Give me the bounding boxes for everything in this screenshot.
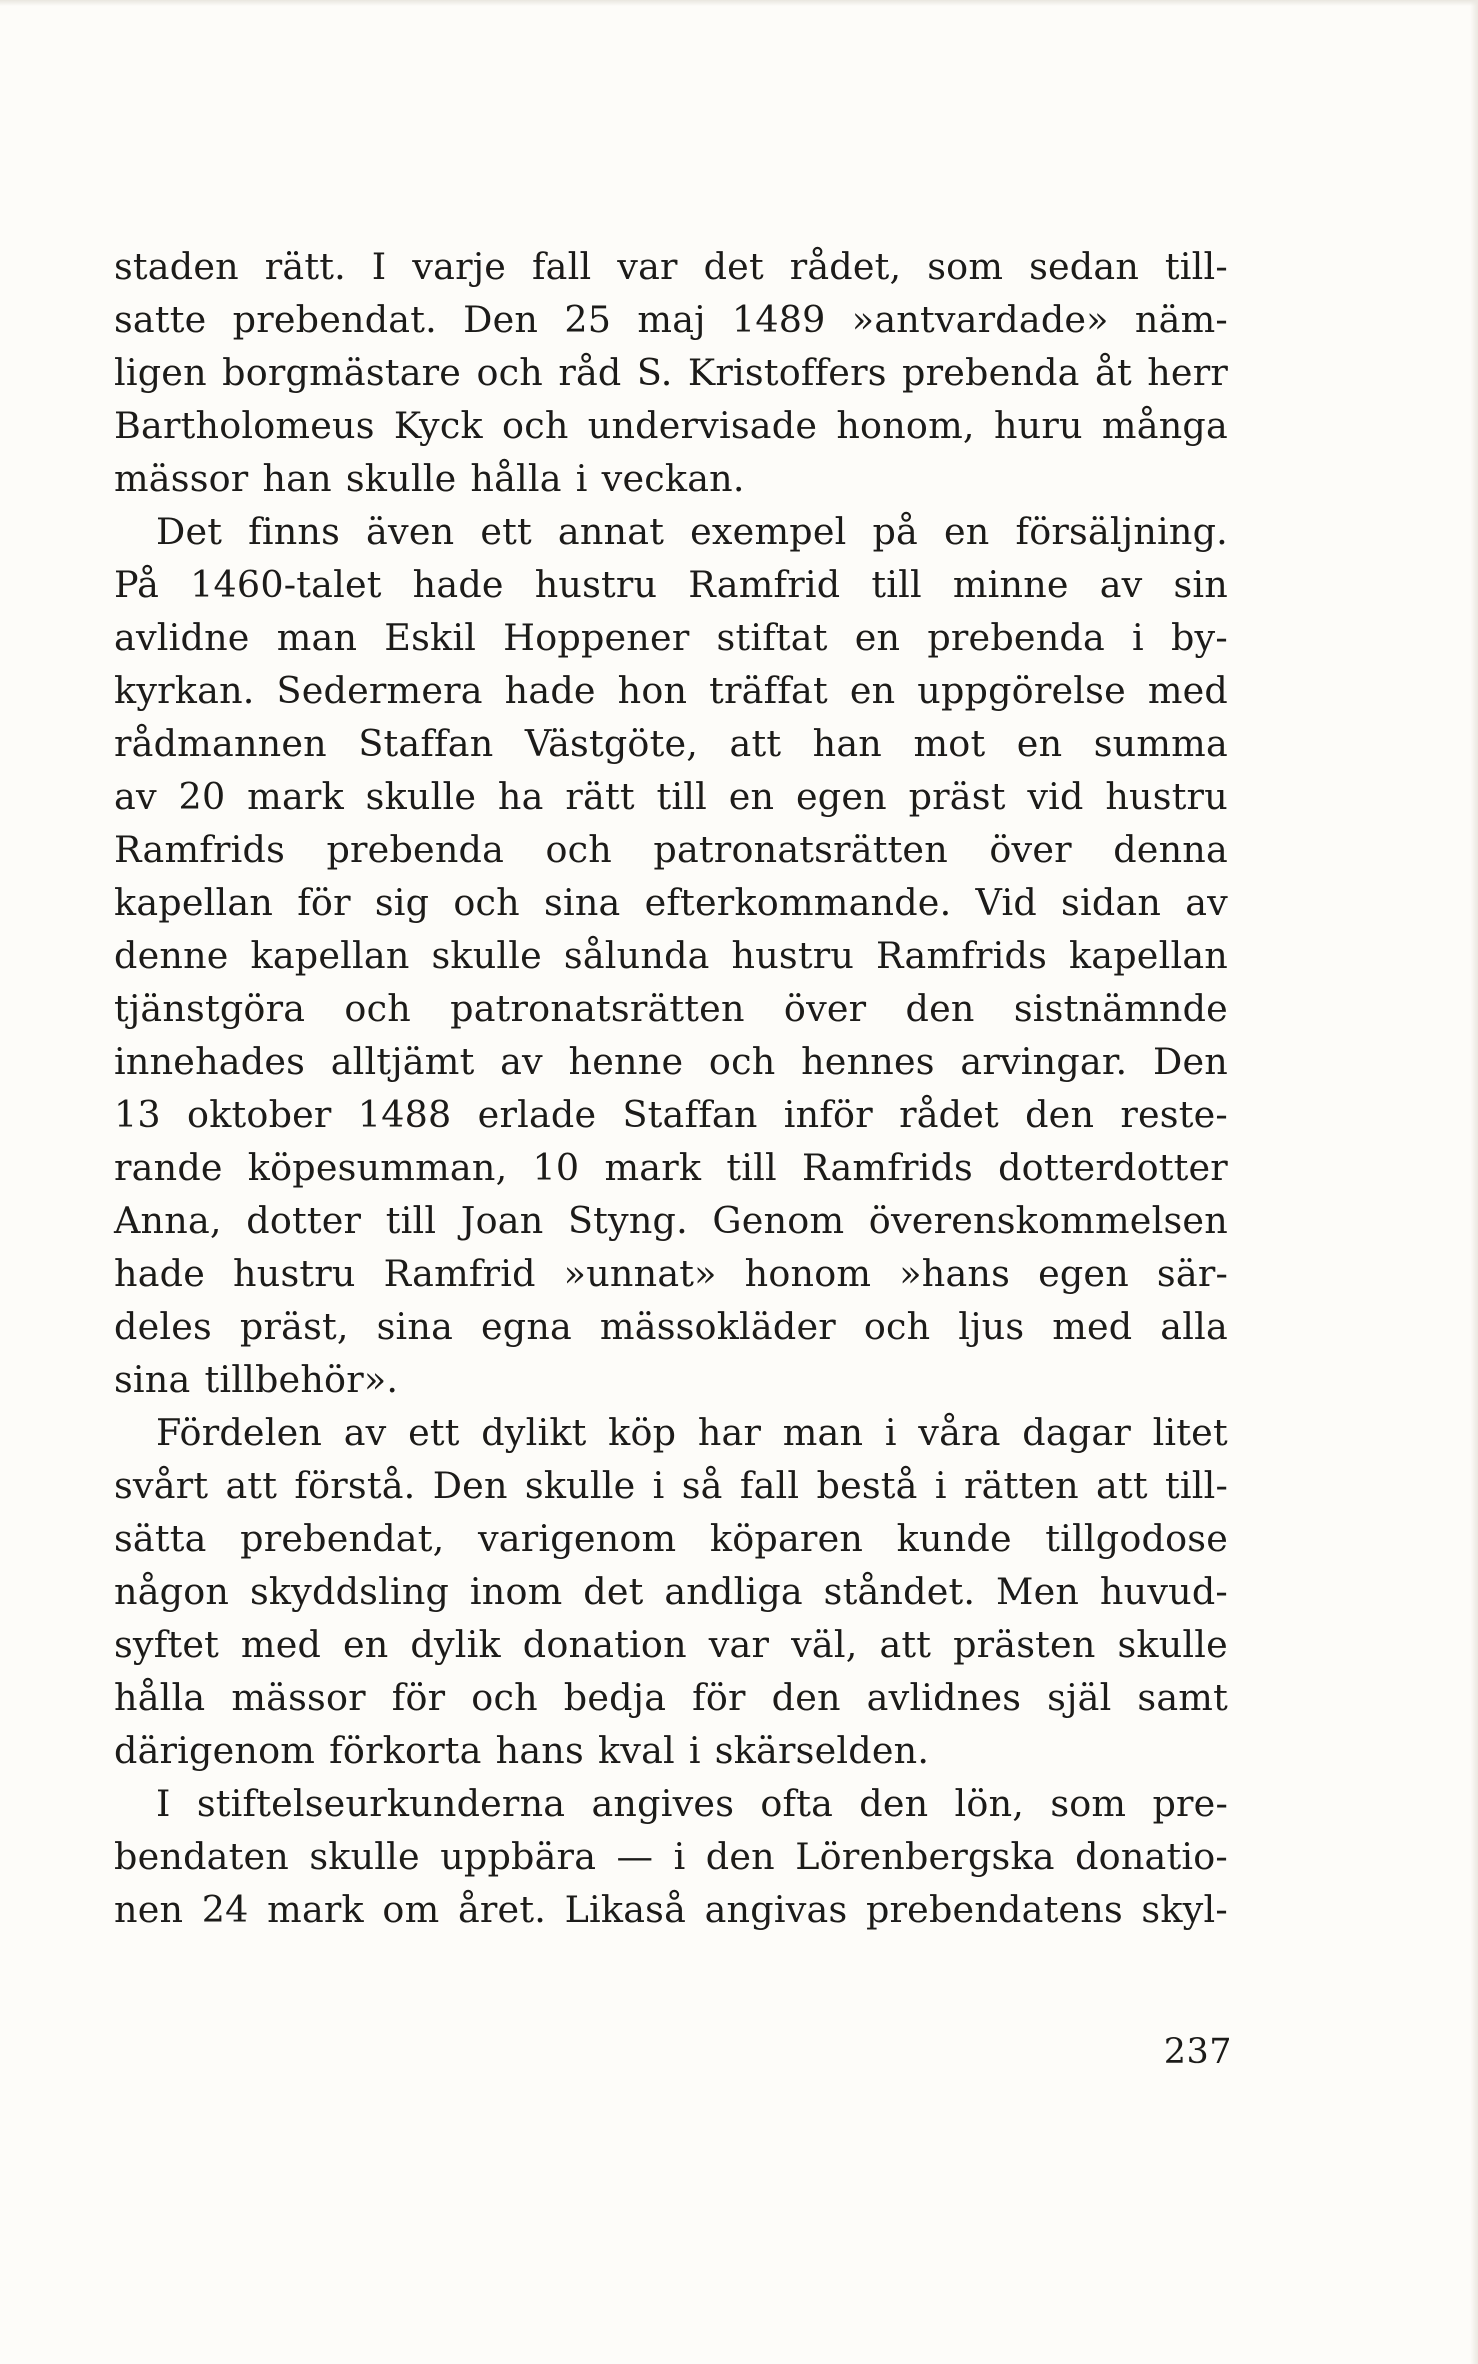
text-line: Bartholomeus Kyck och undervisade honom, huru många (114, 404, 1228, 447)
text-line: kapellan för sig och sina efterkommande. Vid sidan av (114, 881, 1228, 924)
text-line: Det finns även ett annat exempel på en försäljning. (156, 510, 1228, 553)
page-top-edge (0, 0, 1478, 6)
text-line: ligen borgmästare och råd S. Kristoffers prebenda åt herr (114, 351, 1228, 394)
text-line: bendaten skulle uppbära — i den Lörenbergska donatio- (114, 1835, 1228, 1878)
text-line: därigenom förkorta hans kval i skärselden. (114, 1729, 930, 1772)
text-line: avlidne man Eskil Hoppener stiftat en prebenda i by- (114, 616, 1228, 659)
text-line: Fördelen av ett dylikt köp har man i våra dagar litet (156, 1411, 1228, 1454)
text-line: rande köpesumman, 10 mark till Ramfrids dotterdotter (114, 1146, 1228, 1189)
text-line: deles präst, sina egna mässokläder och ljus med alla (114, 1305, 1228, 1348)
text-line: I stiftelseurkunderna angives ofta den lön, som pre- (156, 1782, 1228, 1825)
text-line: hade hustru Ramfrid »unnat» honom »hans egen sär- (114, 1252, 1228, 1295)
text-line: av 20 mark skulle ha rätt till en egen präst vid hustru (114, 775, 1228, 818)
text-line: syftet med en dylik donation var väl, att prästen skulle (114, 1623, 1228, 1666)
text-line: På 1460-talet hade hustru Ramfrid till minne av sin (114, 563, 1228, 606)
text-line: tjänstgöra och patronatsrätten över den sistnämnde (114, 987, 1228, 1030)
text-line: denne kapellan skulle sålunda hustru Ramfrids kapellan (114, 934, 1228, 977)
text-line: Ramfrids prebenda och patronatsrätten över denna (114, 828, 1228, 871)
text-line: hålla mässor för och bedja för den avlidnes själ samt (114, 1676, 1228, 1719)
page-right-edge (1470, 0, 1478, 2364)
text-line: rådmannen Staffan Västgöte, att han mot en summa (114, 722, 1228, 765)
text-line: kyrkan. Sedermera hade hon träffat en uppgörelse med (114, 669, 1228, 712)
text-line: mässor han skulle hålla i veckan. (114, 457, 745, 500)
text-line: nen 24 mark om året. Likaså angivas prebendatens skyl- (114, 1888, 1228, 1931)
text-line: sina tillbehör». (114, 1358, 399, 1401)
text-line: svårt att förstå. Den skulle i så fall bestå i rätten att till- (114, 1464, 1228, 1507)
page-number: 237 (1163, 2032, 1232, 2072)
text-line: 13 oktober 1488 erlade Staffan inför rådet den reste- (114, 1093, 1228, 1136)
text-line: någon skyddsling inom det andliga ståndet. Men huvud- (114, 1570, 1228, 1613)
body-text (114, 240, 1228, 1936)
text-line: sätta prebendat, varigenom köparen kunde tillgodose (114, 1517, 1228, 1560)
text-line: innehades alltjämt av henne och hennes arvingar. Den (114, 1040, 1228, 1083)
text-line: staden rätt. I varje fall var det rådet, som sedan till- (114, 245, 1228, 288)
text-line: satte prebendat. Den 25 maj 1489 »antvardade» näm- (114, 298, 1228, 341)
text-line: Anna, dotter till Joan Styng. Genom överenskommelsen (114, 1199, 1228, 1242)
